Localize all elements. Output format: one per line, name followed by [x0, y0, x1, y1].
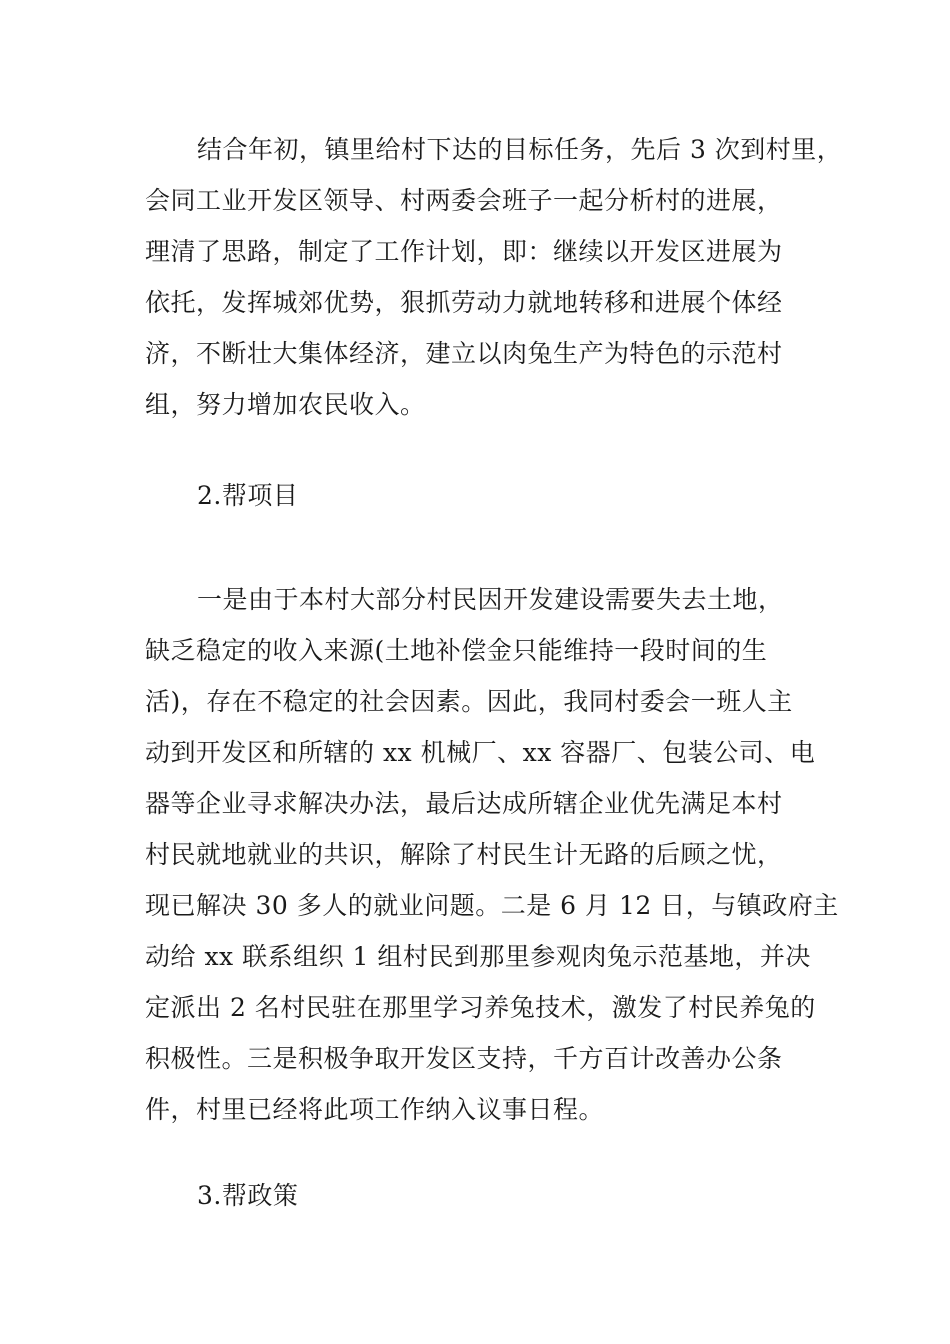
- paragraph-line: 依托，发挥城郊优势，狠抓劳动力就地转移和进展个体经: [145, 288, 783, 317]
- section-heading-text: 2.帮项目: [197, 481, 299, 510]
- paragraph-line: 村民就地就业的共识，解除了村民生计无路的后顾之忧，: [145, 840, 783, 869]
- paragraph-line: 积极性。三是积极争取开发区支持，千方百计改善办公条: [145, 1044, 783, 1073]
- section-heading-policy: [145, 1170, 813, 1221]
- paragraph-goals: [145, 124, 843, 430]
- paragraph-line: 结合年初，镇里给村下达的目标任务，先后 3 次到村里，: [197, 135, 843, 164]
- paragraph-line: 济，不断壮大集体经济，建立以肉兔生产为特色的示范村: [145, 339, 783, 368]
- paragraph-line: 件，村里已经将此项工作纳入议事日程。: [145, 1095, 605, 1124]
- paragraph-line: 器等企业寻求解决办法，最后达成所辖企业优先满足本村: [145, 789, 783, 818]
- paragraph-line: 活)，存在不稳定的社会因素。因此，我同村委会一班人主: [145, 687, 793, 716]
- section-heading-text: 3.帮政策: [197, 1181, 299, 1210]
- paragraph-line: 动给 xx 联系组织 1 组村民到那里参观肉兔示范基地，并决: [145, 942, 811, 971]
- paragraph-line: 定派出 2 名村民驻在那里学习养兔技术，激发了村民养兔的: [145, 993, 816, 1022]
- paragraph-line: 现已解决 30 多人的就业问题。二是 6 月 12 日，与镇政府主: [145, 891, 839, 920]
- paragraph-line: 缺乏稳定的收入来源(土地补偿金只能维持一段时间的生: [145, 636, 768, 665]
- section-heading-projects: [145, 470, 813, 521]
- paragraph-line: 理清了思路，制定了工作计划，即：继续以开发区进展为: [145, 237, 783, 266]
- paragraph-line: 动到开发区和所辖的 xx 机械厂、xx 容器厂、包装公司、电: [145, 738, 816, 767]
- paragraph-line: 会同工业开发区领导、村两委会班子一起分析村的进展，: [145, 186, 783, 215]
- paragraph-line: 组，努力增加农民收入。: [145, 390, 426, 419]
- paragraph-line: 一是由于本村大部分村民因开发建设需要失去土地，: [197, 585, 784, 614]
- paragraph-projects: [145, 574, 839, 1135]
